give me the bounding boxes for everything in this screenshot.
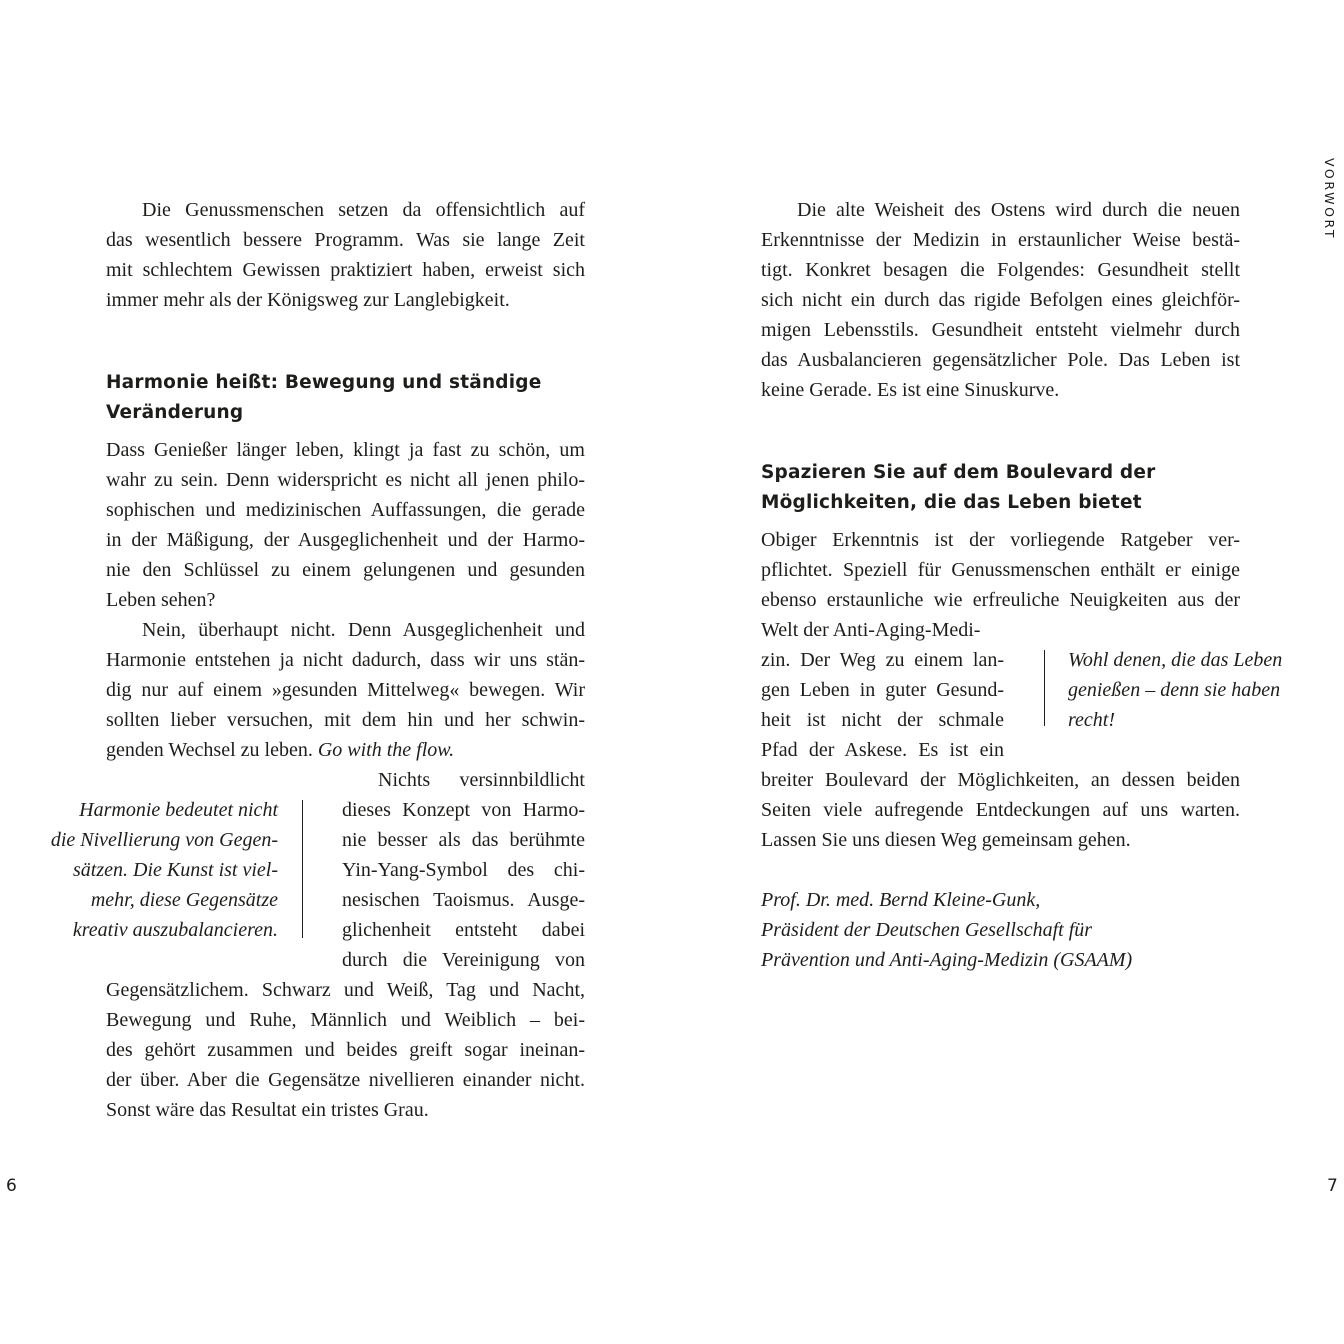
text-line: Welt der Anti-Aging-Medi-	[761, 619, 981, 641]
text-line: nie den Schlüssel zu einem gelungenen und gesunden	[106, 559, 585, 581]
text-line: dig nur auf einem »gesunden Mittelweg« bewegen. Wir	[106, 679, 585, 701]
text-line: Leben sehen?	[106, 589, 216, 611]
quote-line: die Nivellierung von Gegen-	[50, 829, 278, 851]
text-line: tigt. Konkret besagen die Folgendes: Gesundheit stellt	[761, 259, 1240, 281]
text-line: Seiten viele aufregende Entdeckungen auf uns warten.	[761, 799, 1240, 821]
quote-line: recht!	[1068, 709, 1116, 731]
text-line: breiter Boulevard der Möglichkeiten, an dessen beiden	[761, 769, 1240, 791]
text-line: Pfad der Askese. Es ist ein	[761, 739, 1004, 761]
text-line	[106, 735, 454, 765]
page-number-left: 6	[6, 1176, 17, 1196]
text-line: nie besser als das berühmte	[342, 829, 585, 851]
text-line: Nichts versinnbildlicht	[378, 769, 585, 791]
text-line: Harmonie entstehen ja nicht dadurch, dass wir uns stän-	[106, 649, 585, 671]
text-line: nesischen Taoismus. Ausge-	[342, 889, 585, 911]
quote-line: Wohl denen, die das Leben	[1068, 649, 1283, 671]
text-line: glichenheit entsteht dabei	[342, 919, 585, 941]
signature-line: Prävention und Anti-Aging-Medizin (GSAAM)	[761, 949, 1133, 971]
text-line: Die Genussmenschen setzen da offensichtlich auf	[142, 199, 585, 221]
quote-line: Harmonie bedeutet nicht	[79, 799, 278, 821]
text-line: Yin-Yang-Symbol des chi-	[342, 859, 585, 881]
text-line: immer mehr als der Königsweg zur Langlebigkeit.	[106, 289, 510, 311]
text-line: gen Leben in guter Gesund-	[761, 679, 1004, 701]
running-head: VORWORT	[1322, 158, 1337, 241]
text-line: der über. Aber die Gegensätze nivellieren einander nicht.	[106, 1069, 585, 1091]
text-line: Die alte Weisheit des Ostens wird durch die neuen	[797, 199, 1240, 221]
heading-line: Veränderung	[106, 402, 244, 423]
text-line: sophischen und medizinischen Auffassungen, die gerade	[106, 499, 585, 521]
text-line: Obiger Erkenntnis ist der vorliegende Ratgeber ver-	[761, 529, 1240, 551]
signature-line: Prof. Dr. med. Bernd Kleine-Gunk,	[761, 889, 1041, 911]
quote-line: mehr, diese Gegensätze	[90, 889, 278, 911]
text-line: Sonst wäre das Resultat ein tristes Grau.	[106, 1099, 429, 1121]
text-line: sollten lieber versuchen, mit dem hin und her schwin-	[106, 709, 585, 731]
italic-text-run: Go with the flow.	[317, 739, 455, 761]
text-line: mit schlechtem Gewissen praktiziert haben, erweist sich	[106, 259, 585, 281]
text-line: Lassen Sie uns diesen Weg gemeinsam gehen.	[761, 829, 1131, 851]
text-line: Dass Genießer länger leben, klingt ja fast zu schön, um	[106, 439, 585, 461]
text-line: des gehört zusammen und beides greift sogar ineinan-	[106, 1039, 585, 1061]
text-line: das Ausbalancieren gegensätzlicher Pole. Das Leben ist	[761, 349, 1240, 371]
quote-line: sätzen. Die Kunst ist viel-	[73, 859, 278, 881]
quote-line: kreativ auszubalancieren.	[72, 919, 278, 941]
pull-quote-rule	[302, 800, 303, 938]
signature-line: Präsident der Deutschen Gesellschaft für	[761, 919, 1093, 941]
pull-quote-rule	[1044, 650, 1045, 726]
text-line: heit ist nicht der schmale	[761, 709, 1004, 731]
text-line: zin. Der Weg zu einem lan-	[761, 649, 1004, 671]
text-line: durch die Vereinigung von	[342, 949, 585, 971]
text-line: dieses Konzept von Harmo-	[342, 799, 585, 821]
text-line: pflichtet. Speziell für Genussmenschen enthält er einige	[761, 559, 1240, 581]
text-run: genden Wechsel zu leben.	[106, 739, 318, 761]
text-line: Nein, überhaupt nicht. Denn Ausgeglichenheit und	[142, 619, 585, 641]
text-line: Bewegung und Ruhe, Männlich und Weiblich – bei-	[106, 1009, 585, 1031]
text-line: keine Gerade. Es ist eine Sinuskurve.	[761, 379, 1060, 401]
text-line: in der Mäßigung, der Ausgeglichenheit und der Harmo-	[106, 529, 585, 551]
text-line: Erkenntnisse der Medizin in erstaunlicher Weise bestä-	[761, 229, 1240, 251]
page-number-right: 7	[1327, 1176, 1338, 1196]
heading-line: Harmonie heißt: Bewegung und ständige	[106, 372, 542, 393]
heading-line: Spazieren Sie auf dem Boulevard der	[761, 462, 1156, 483]
quote-line: genießen – denn sie haben	[1068, 679, 1281, 701]
text-line: wahr zu sein. Denn widerspricht es nicht all jenen philo-	[106, 469, 585, 491]
text-line: ebenso erstaunliche wie erfreuliche Neuigkeiten aus der	[761, 589, 1240, 611]
text-line: Gegensätzlichem. Schwarz und Weiß, Tag und Nacht,	[106, 979, 585, 1001]
text-line: sich nicht ein durch das rigide Befolgen eines gleichför-	[761, 289, 1240, 311]
text-line: migen Lebensstils. Gesundheit entsteht vielmehr durch	[761, 319, 1240, 341]
text-line: das wesentlich bessere Programm. Was sie lange Zeit	[106, 229, 585, 251]
heading-line: Möglichkeiten, die das Leben bietet	[761, 492, 1142, 513]
